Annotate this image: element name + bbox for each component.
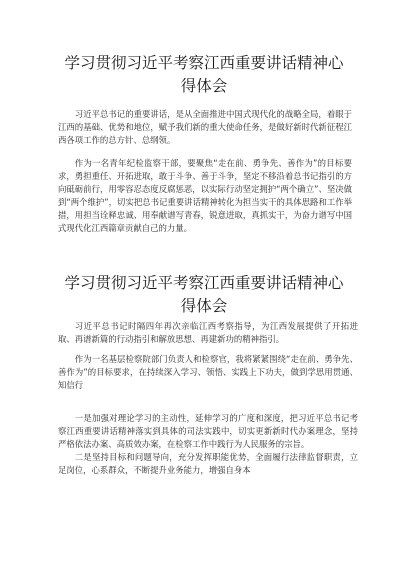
article-1-title-line-2: 得体会	[180, 77, 228, 95]
article-1-title-line-1: 学习贯彻习近平考察江西重要讲话精神心	[64, 54, 344, 72]
article-2-title	[0, 272, 408, 318]
article-2-title-line-2: 得体会	[180, 297, 228, 315]
article-1-paragraph-2: 作为一名青年纪检监察干部，要聚焦“走在前、勇争先、善作为”的目标要求，勇担重任、开拓进取，敢于斗争、善于斗争，坚定不移沿着总书记指引的方向砥砺前行，用零容忍态度反腐惩恶，以实际行动坚定拥护“两个确立”、坚决做到“两个维护”，切实把总书记重要讲话精神转化为担当实干的具体思路和工作举措，用担当诠释忠诚、用奉献谱写青春，锐意进取，真抓实干，为奋力谱写中国式现代化江西篇章贡献自己的力量。	[58, 158, 352, 233]
article-1-title	[0, 52, 408, 98]
article-1-paragraph-1: 习近平总书记的重要讲话，是从全面推进中国式现代化的战略全局，着眼于江西的基础、优势和地位，赋予我们新的重大使命任务，是做好新时代新征程江西各项工作的总方针、总纲领。	[58, 109, 352, 145]
article-1-body	[58, 108, 352, 235]
article-2-paragraph-2: 作为一名基层检察院部门负责人和检察官，我将紧紧围绕“走在前、勇争先、善作为”的目标要求，在持续深入学习、领悟、实践上下功夫，做到学思用贯通、知信行	[58, 354, 358, 390]
article-2-paragraph-3: 一是加强对理论学习的主动性，延伸学习的广度和深度，把习近平总书记考察江西重要讲话精神落实到具体的司法实践中，切实更新新时代办案理念，坚持严格依法办案、高质效办案，在检察工作中践行为人民服务的宗旨。	[58, 413, 358, 449]
article-2-paragraph-4: 二是坚持目标和问题导向，充分发挥职能优势，全面履行法律监督职责，立足岗位，心系群众，不断提升业务能力，增强自身本	[58, 452, 358, 475]
article-2-title-line-1: 学习贯彻习近平考察江西重要讲话精神心	[64, 274, 344, 292]
article-2-paragraph-1: 习近平总书记时隔四年再次亲临江西考察指导，为江西发展提供了开拓进取、再谱新篇的行动指引和解放思想、再建新功的精神指引。	[58, 321, 358, 344]
article-2-body	[58, 320, 358, 477]
